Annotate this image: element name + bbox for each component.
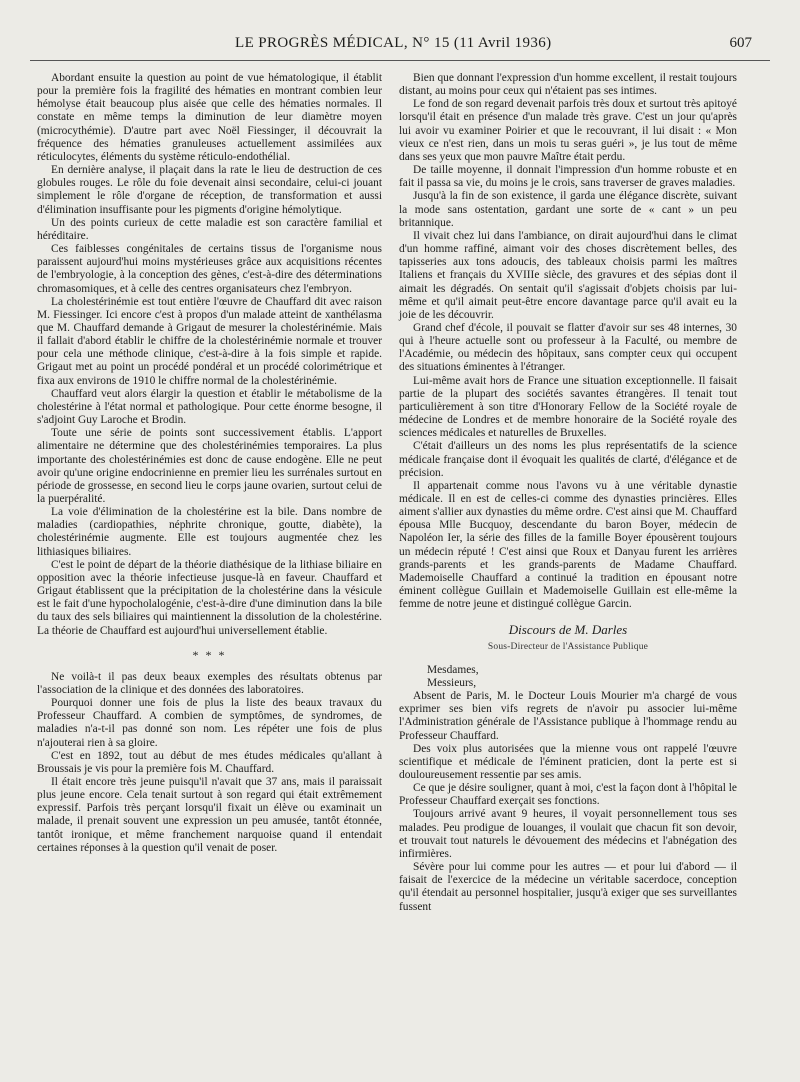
paragraph: Des voix plus autorisées que la mienne vous ont rappelé l'œuvre scientifique et médicale de l'éminent praticien, dont la perte est si douloureusement ressentie par ses amis. <box>399 742 737 781</box>
paragraph: Toute une série de points sont successivement établis. L'apport alimentaire ne détermine que des cholestérinémies temporaires. La plus importante des cholestérinémies est donc de cause endogène. Elle ne peut avoir qu'une origine endocrinienne en premier lieu les surrénales surtout en période de grossesse, en second lieu le corps jaune ovarien, surtout celui de la puerpéralité. <box>37 427 382 505</box>
section-separator-stars: * * * <box>192 647 227 662</box>
paragraph: Ce que je désire souligner, quant à moi, c'est la façon dont à l'hôpital le Professeur Chauffard exerçait ses fonctions. <box>399 782 737 808</box>
paragraph: Bien que donnant l'expression d'un homme excellent, il restait toujours distant, au moins pour ceux qui n'étaient pas ses intimes. <box>399 72 737 98</box>
paragraph: La cholestérinémie est tout entière l'œuvre de Chauffard dit avec raison M. Fiessinger. Ici encore c'est à propos d'un malade atteint de xanthélasma que M. Chauffard demande à Grigaut de mesurer la cholestérinémie. Mais il fallait d'abord établir le chiffre de la cholestérinémie normale et trouver pour cela une méthode clinique, c'est-à-dire à la fois simple et rapide. Grigaut met au point un procédé pondéral et un procédé colorimétrique et fixa aux environs de 1910 le chiffre normal de la cholestérinémie. <box>37 295 382 387</box>
paragraph: C'est en 1892, tout au début de mes études médicales qu'allant à Broussais je vis pour la première fois M. Chauffard. <box>37 749 382 775</box>
paragraph: Toujours arrivé avant 9 heures, il voyait personnellement tous ses malades. Peu prodigue de louanges, il voulait que chacun fit son devoir, et trouvait tout naturels le dévouement des médecins et l'abnégation des infirmières. <box>399 808 737 860</box>
paragraph: Chauffard veut alors élargir la question et établir le métabolisme de la cholestérine à l'état normal et pathologique. Pour cette énorme besogne, il s'adjoint Guy Laroche et Brodin. <box>37 387 382 427</box>
speech-heading: Discours de M. Darles <box>508 622 628 638</box>
salutation: Mesdames, <box>427 663 479 676</box>
paragraph: C'était d'ailleurs un des noms les plus représentatifs de la science médicale française dont il évoquait les qualités de clarté, d'élégance et de précision. <box>399 440 737 479</box>
speech-subheading: Sous-Directeur de l'Assistance Publique <box>487 641 649 652</box>
salutation: Messieurs, <box>427 676 477 689</box>
paragraph: Pourquoi donner une fois de plus la liste des beaux travaux du Professeur Chauffard. A combien de symptômes, de syndromes, de maladies n'a-t-il pas donné son nom. Les répéter une fois de plus n'ajouterai rien à sa gloire. <box>37 697 382 749</box>
paragraph: Le fond de son regard devenait parfois très doux et surtout très apitoyé lorsqu'il était en présence d'un malade très grave. C'est un jour qu'après lui avoir vu examiner Poirier et que le recouvrant, il lui disait : « Mon vieux ce n'est rien, dans un mois tu seras guéri », je lus tout de même dans ses yeux que mon pauvre Maître était perdu. <box>399 98 737 163</box>
paragraph: Abordant ensuite la question au point de vue hématologique, il établit pour la première fois la fragilité des hématies en montrant combien leur hémolyse était beaucoup plus aisée que celle des hématies normales. Il constate en même temps la diminution de leur diamètre moyen (microcythémie). D'autre part avec Noël Fiessinger, il découvrait la fréquence des hématies granuleuses actuellement assimilées aux réticulocytes, éléments du système réticulo-endothélial. <box>37 72 382 163</box>
paragraph: Un des points curieux de cette maladie est son caractère familial et héréditaire. <box>37 216 382 242</box>
paragraph: De taille moyenne, il donnait l'impression d'un homme robuste et en fait il passa sa vie, du moins je le crois, sans traverser de graves maladies. <box>399 164 737 190</box>
paragraph: Ne voilà-t il pas deux beaux exemples des résultats obtenus par l'association de la clinique et des données des laboratoires. <box>37 670 382 696</box>
paragraph: Il était encore très jeune puisqu'il n'avait que 37 ans, mais il paraissait plus jeune encore. Cela tenait surtout à son regard qui était extrêmement expressif. Parfois très perçant lorsqu'il fixait un élève ou examinait un malade, il prenait souvent une expression un peu amusée, tantôt étonnée, tantôt ironique, et même franchement narquoise quand il entendait certaines réponses à la question qu'il venait de poser. <box>37 775 382 854</box>
page-header <box>30 30 770 61</box>
journal-title: LE PROGRÈS MÉDICAL, N° 15 (11 Avril 1936) <box>235 35 552 51</box>
paragraph: Ces faiblesses congénitales de certains tissus de l'organisme nous paraissent aujourd'hui moins mystérieuses grâce aux acquisitions récentes de l'embryologie, à la conception des gènes, c'est-à-dire des déterminations chromasomiques, et à celle des centres organisateurs chez l'embryon. <box>37 243 382 295</box>
paragraph: En dernière analyse, il plaçait dans la rate le lieu de destruction de ces globules rouges. Le rôle du foie devenait ainsi secondaire, celui-ci jouant simplement le rôle d'organe de réception, de transformation et aussi d'élimination insuffisante pour les pigments d'origine hémolytique. <box>37 164 382 216</box>
paragraph: Jusqu'à la fin de son existence, il garda une élégance discrète, suivant la mode sans ostentation, gardant une sorte de « cant » un peu britannique. <box>399 190 737 229</box>
left-column <box>37 72 382 855</box>
paragraph: La voie d'élimination de la cholestérine est la bile. Dans nombre de maladies (cardiopathies, néphrite chronique, goutte, diabète), la cholestérinémie augmente. Elle est toujours augmentée chez les lithiasiques biliaires. <box>37 506 382 558</box>
page-number: 607 <box>729 35 752 51</box>
paragraph: C'est le point de départ de la théorie diathésique de la lithiase biliaire en opposition avec la théorie infectieuse jusque-là en faveur. Chauffard et Grigaut établissent que la précipitation de la cholestérine dans la vésicule est le fait d'une hypocholalogénie, c'est-à-dire d'une diminution dans la bile du taux des sels biliaires qui maintiennent la dissolution de la cholestérine. La théorie de Chauffard est aujourd'hui universellement établie. <box>37 558 382 637</box>
paragraph: Il appartenait comme nous l'avons vu à une véritable dynastie médicale. Il en est de celles-ci comme des dynasties princières. Elles aiment s'allier aux dynasties du même ordre. C'est ainsi que M. Chauffard épousa Mlle Bucquoy, descendante du baron Boyer, médecin de Napoléon Ier, la série des filles de la famille Boyer épousèrent toujours un médecin réputé ! C'est ainsi que Roux et Danyau furent les arrières grands-parents et les grands-parents de Madame Chauffard. Mademoiselle Chauffard a continué la tradition en épousant notre éminent collègue Guillain et Mademoiselle Guillain est elle-même la femme de notre jeune et distingué collègue Garcin. <box>399 479 737 611</box>
paragraph: Sévère pour lui comme pour les autres — et pour lui d'abord — il faisait de l'exercice de la médecine un véritable sacerdoce, conception qu'il étendait au personnel hospitalier, jusqu'à exiger que ses surveillantes fussent <box>399 861 737 913</box>
paragraph: Il vivait chez lui dans l'ambiance, on dirait aujourd'hui dans le climat d'un homme raffiné, aimant voir des choses discrètement belles, des tapisseries aux tons adoucis, des tableaux choisis parmi les maîtres Italiens et français du XVIIIe siècle, des gravures et des sépias dont il aimait les dégradés. On sentait qu'il s'agissait d'objets choisis par lui-même et qu'il aimait peut-être encore davantage parce qu'il avait eu la joie de les découvrir. <box>399 229 737 321</box>
paragraph: Grand chef d'école, il pouvait se flatter d'avoir sur ses 48 internes, 30 qui à l'heure actuelle sont ou professeur à la Faculté, ou membre de l'Académie, ou médecin des hôpitaux, sans compter ceux qui occupent des situations éminentes à l'étranger. <box>399 321 737 374</box>
right-column <box>399 72 737 914</box>
paragraph: Absent de Paris, M. le Docteur Louis Mourier m'a chargé de vous exprimer ses bien vifs regrets de n'avoir pu associer lui-même l'Administration générale de l'Assistance publique à l'hommage rendu au Professeur Chauffard. <box>399 690 737 742</box>
paragraph: Lui-même avait hors de France une situation exceptionnelle. Il faisait partie de la plupart des sociétés savantes étrangères. Il tenait tout particulièrement à son titre d'Honorary Fellow de la Société royale de médecine de Londres et de membre honoraire de la Société royale des sciences médicales et naturelles de Bruxelles. <box>399 374 737 440</box>
